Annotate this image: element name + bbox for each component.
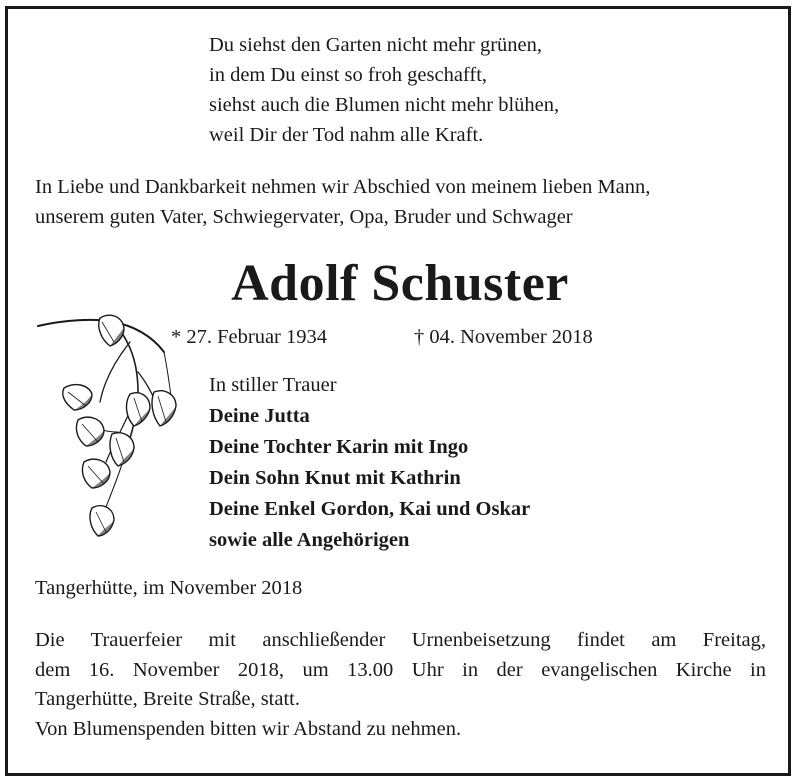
funeral-notice xyxy=(35,626,766,744)
birth-date: * 27. Februar 1934 xyxy=(171,326,328,348)
poem-line: in dem Du einst so froh geschafft, xyxy=(209,64,488,86)
notice-line: Die Trauerfeier mit anschließender Urnenbeisetzung findet am Freitag, xyxy=(35,629,766,651)
poem xyxy=(209,30,559,150)
notice-line: Von Blumenspenden bitten wir Abstand zu nehmen. xyxy=(35,717,462,740)
notice-line: dem 16. November 2018, um 13.00 Uhr in der evangelischen Kirche in xyxy=(35,658,766,681)
place-date: Tangerhütte, im November 2018 xyxy=(35,577,303,599)
poem-line: weil Dir der Tod nahm alle Kraft. xyxy=(209,124,484,146)
mourners-list xyxy=(209,370,530,556)
poem-line: siehst auch die Blumen nicht mehr blühen, xyxy=(209,94,560,116)
intro-text xyxy=(35,172,650,232)
mourner-name: Deine Enkel Gordon, Kai und Oskar xyxy=(209,498,531,520)
notice-line: Tangerhütte, Breite Straße, statt. xyxy=(35,688,300,710)
mourner-name: sowie alle Angehörigen xyxy=(209,529,410,551)
mourner-name: Dein Sohn Knut mit Kathrin xyxy=(209,467,461,489)
birch-branch-icon xyxy=(34,312,194,547)
mourner-name: Deine Jutta xyxy=(209,405,310,427)
intro-line: In Liebe und Dankbarkeit nehmen wir Abschied von meinem lieben Mann, xyxy=(35,176,651,198)
poem-line: Du siehst den Garten nicht mehr grünen, xyxy=(209,34,543,56)
intro-line: unserem guten Vater, Schwiegervater, Opa, Bruder und Schwager xyxy=(35,206,573,228)
deceased-name: Adolf Schuster xyxy=(231,255,569,312)
mourner-name: Deine Tochter Karin mit Ingo xyxy=(209,436,469,458)
death-date: † 04. November 2018 xyxy=(414,326,593,348)
mourners-heading: In stiller Trauer xyxy=(209,374,337,396)
